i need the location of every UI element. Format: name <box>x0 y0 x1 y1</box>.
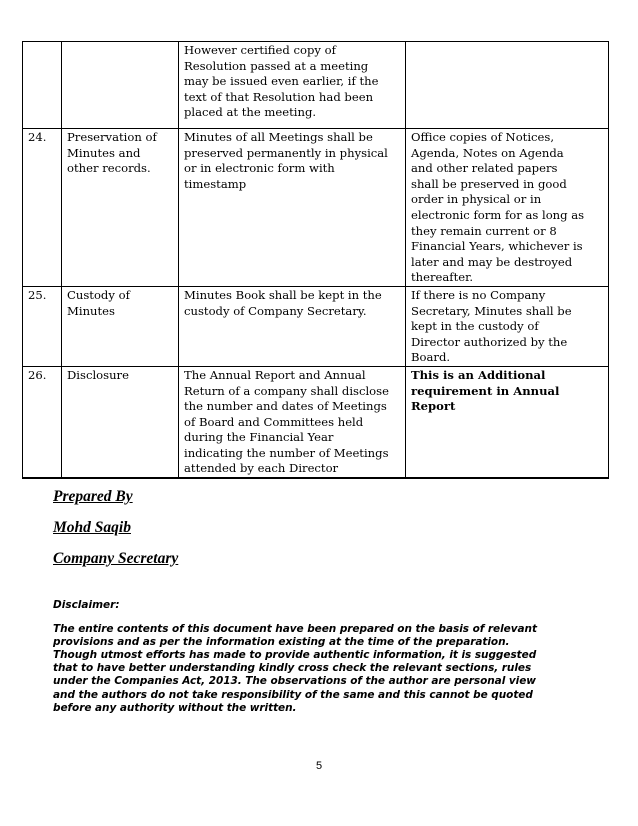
row-number: 24. <box>28 130 47 144</box>
item-cell <box>62 366 179 478</box>
comparison-table <box>22 41 609 479</box>
table-row <box>23 42 609 129</box>
companies-act-cell <box>406 129 609 287</box>
row-number-cell <box>23 286 62 366</box>
signature-block <box>53 487 178 580</box>
secretarial-standard-cell <box>179 286 406 366</box>
table-row <box>23 129 609 287</box>
item-cell <box>62 286 179 366</box>
companies-act-text: This is an Additional requirement in Annual Report <box>411 367 560 414</box>
secretarial-standard-text: Minutes of all Meetings shall be preserved permanently in physical or in electronic form with timestamp <box>184 130 388 191</box>
secretarial-standard-cell <box>179 42 406 129</box>
table-row <box>23 286 609 366</box>
item-text: Disclosure <box>67 367 129 382</box>
disclaimer-text: The entire contents of this document have been prepared on the basis of relevant provisions and as per the information existing at the time of the preparation. Though utmost efforts has made to provide authentic information, it is suggested that to have better understanding kindly cross check the relevant sections, rules under the Companies Act, 2013. The observations of the author are personal view and the authors do not take responsibility of the same and this cannot be quoted before any authority without the written. <box>53 623 537 714</box>
row-number-cell <box>23 42 62 129</box>
row-number-cell <box>23 129 62 287</box>
secretarial-standard-text: However certified copy of Resolution passed at a meeting may be issued even earlier, if the text of that Resolution had been placed at the meeting. <box>184 43 379 120</box>
item-cell <box>62 129 179 287</box>
item-text: Preservation of Minutes and other records. <box>67 130 157 176</box>
page-number: 5 <box>315 760 323 772</box>
secretarial-standard-text: The Annual Report and Annual Return of a company shall disclose the number and dates of Meetings of Board and Committees held during the Financial Year indicating the number of Meetings attended by each Director <box>184 367 389 476</box>
author-name: Mohd Saqib <box>53 519 131 536</box>
author-designation: Company Secretary <box>53 550 179 567</box>
item-text: Custody of Minutes <box>67 287 130 318</box>
companies-act-cell <box>406 366 609 478</box>
row-number: 25. <box>28 287 47 302</box>
companies-act-text: Office copies of Notices, Agenda, Notes on Agenda and other related papers shall be preserved in good order in physical or in electronic form for as long as they remain current or 8 Financial Years, whichever is later and may be destroyed thereafter. <box>411 130 585 285</box>
disclaimer-heading: Disclaimer: <box>53 599 120 611</box>
item-cell <box>62 42 179 129</box>
row-number: 26. <box>28 367 47 382</box>
secretarial-standard-text: Minutes Book shall be kept in the custody of Company Secretary. <box>184 287 382 318</box>
row-number-cell <box>23 366 62 478</box>
companies-act-cell <box>406 42 609 129</box>
prepared-by-label: Prepared By <box>53 488 133 505</box>
secretarial-standard-cell <box>179 129 406 287</box>
disclaimer-block <box>53 599 583 715</box>
table-row <box>23 366 609 478</box>
secretarial-standard-cell <box>179 366 406 478</box>
companies-act-text: If there is no Company Secretary, Minutes shall be kept in the custody of Director authorized by the Board. <box>411 287 572 365</box>
companies-act-cell <box>406 286 609 366</box>
